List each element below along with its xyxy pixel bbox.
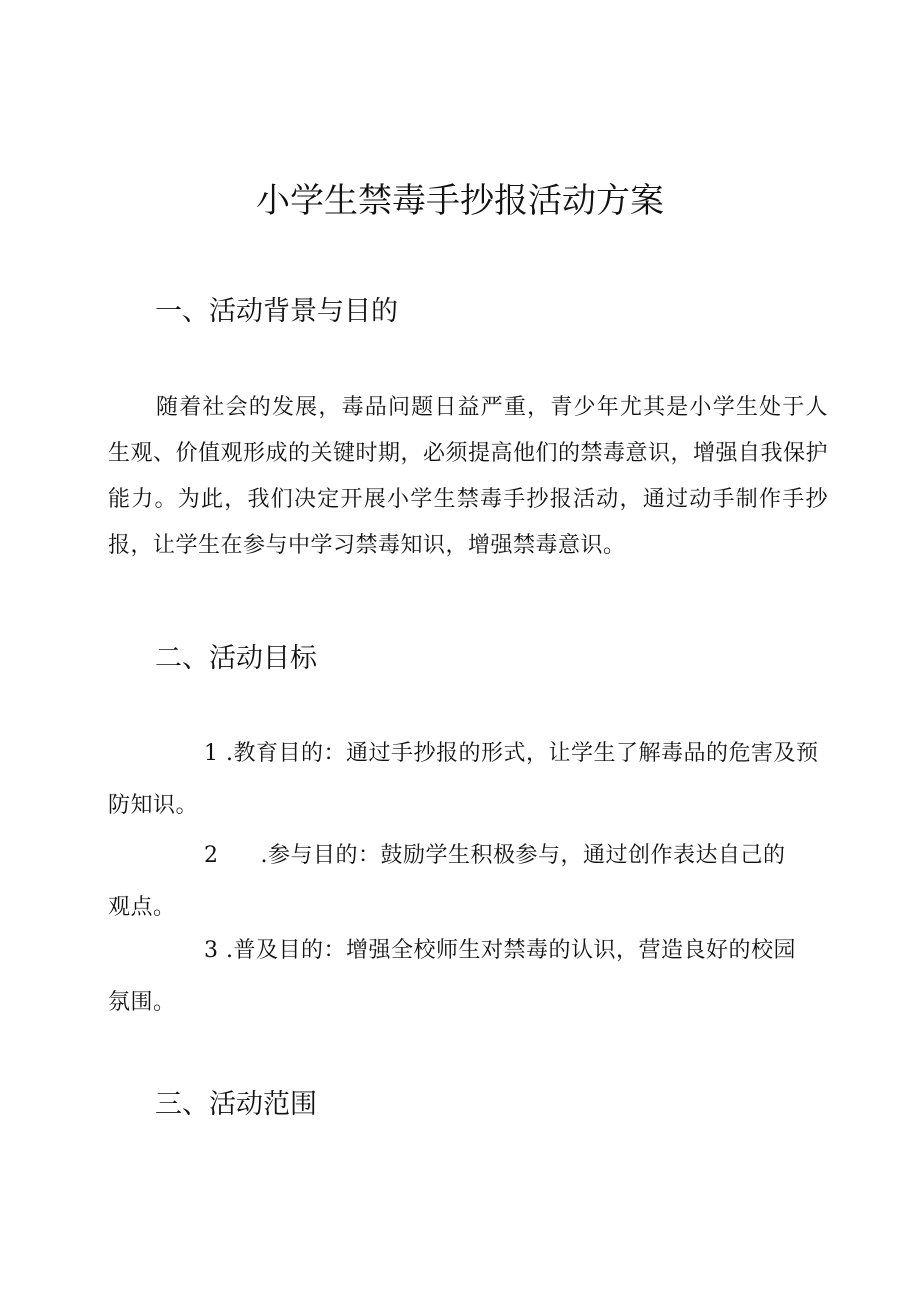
goal-item-text: .教育目的：通过手抄报的形式，让学生了解毒品的危害及预防知识。 [108, 741, 819, 818]
section-heading-background: 一、活动背景与目的 [155, 296, 398, 327]
goal-item-number: 2 [204, 843, 219, 868]
goal-item-number: 1 [204, 741, 219, 766]
document-title: 小学生禁毒手抄报活动方案 [256, 181, 664, 221]
goal-item [108, 925, 798, 1029]
goal-item [108, 728, 828, 832]
section-heading-goals: 二、活动目标 [155, 643, 317, 674]
goal-item [108, 830, 788, 934]
goal-item-number: 3 [204, 938, 219, 963]
goal-item-text: .参与目的：鼓励学生积极参与，通过创作表达自己的观点。 [108, 843, 786, 920]
section-heading-scope: 三、活动范围 [155, 1089, 317, 1120]
goal-item-text: .普及目的：增强全校师生对禁毒的认识，营造良好的校园氛围。 [108, 938, 796, 1015]
background-paragraph: 随着社会的发展，毒品问题日益严重，青少年尤其是小学生处于人生观、价值观形成的关键时期，必须提高他们的禁毒意识，增强自我保护能力。为此，我们决定开展小学生禁毒手抄报活动，通过动手制作手抄报，让学生在参与中学习禁毒知识，增强禁毒意识。 [108, 395, 829, 558]
